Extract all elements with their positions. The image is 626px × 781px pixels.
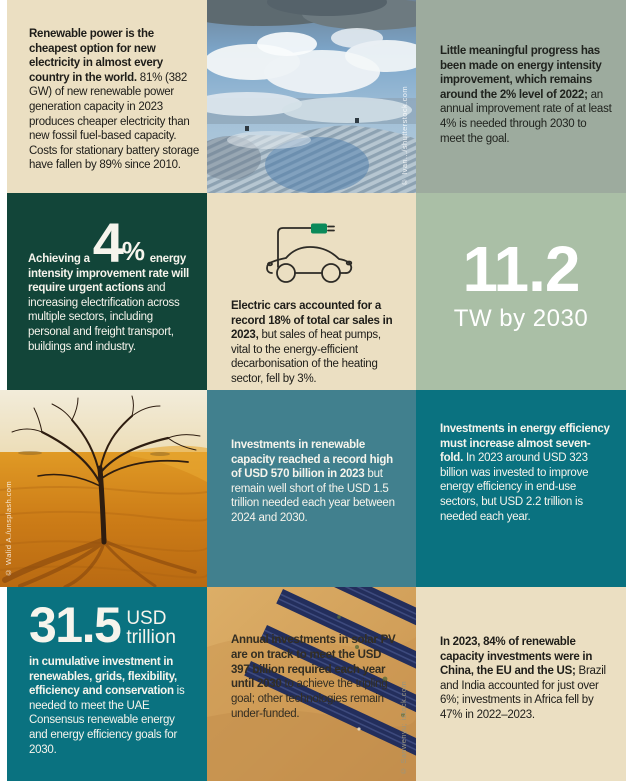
efficiency-investment-text	[416, 390, 626, 524]
cumulative-unit	[126, 609, 176, 648]
four-percent-body: and increasing electrification across multiple sectors, including personal and freight transport, buildings and industry.	[28, 282, 180, 353]
big-number-4: 4	[92, 211, 122, 274]
solar-sky-illustration	[207, 0, 416, 193]
solar-pv-investment-lead: Annual investments in solar PV are on track to meet the USD 397 billion required each year until 2030	[231, 634, 396, 691]
photo-desert-tree	[0, 390, 207, 587]
photo-credit: © Sanwenyu; istock.com	[399, 680, 408, 775]
card-tw-target	[416, 193, 626, 390]
photo-solar-panels-sky	[207, 0, 416, 193]
card-cumulative-investment	[0, 587, 207, 781]
regional-investment-lead: In 2023, 84% of renewable capacity investments were in China, the EU and the US;	[440, 636, 593, 678]
solar-pv-investment-body: to achieve the tripling goal; other technologies remain under-funded.	[231, 678, 388, 720]
photo-credit: © Ivan.../shutterstock.com	[400, 86, 409, 187]
photo-solar-pv-desert	[207, 587, 416, 781]
electric-cars-body: but sales of heat pumps, vital to the energy-efficient decarbonisation of the heating sector, fell by 3%.	[231, 329, 381, 385]
efficiency-investment-body: In 2023 around USD 323 billion was invested to improve energy efficiency in end-use sectors, but USD 2.2 trillion is needed each year.	[440, 452, 589, 523]
electric-cars-lead: Electric cars accounted for a record 18% of total car sales in 2023,	[231, 300, 393, 342]
cumulative-investment-text	[7, 648, 207, 757]
cumulative-investment-lead: in cumulative investment in renewables, grids, flexibility, efficiency and conservation	[29, 656, 177, 698]
electric-car-icon	[259, 217, 363, 285]
renewable-power-body: 81% (382 GW) of new renewable power generation capacity in 2023 produces cheaper electricity than new fossil fuel-based capacity. Costs for stationary battery storage have fallen by 89% since 2010.	[29, 71, 199, 172]
card-efficiency-investment	[416, 390, 626, 587]
renewable-capacity-lead: Investments in renewable capacity reached a record high of USD 570 billion in 2023	[231, 439, 393, 481]
tw-target-value: 11.2	[462, 233, 580, 305]
regional-investment-body: Brazil and India accounted for just over 6%; investments in Africa fell by 47% in 2022–2023.	[440, 665, 606, 721]
four-percent-text	[7, 193, 207, 354]
energy-intensity-text	[416, 0, 626, 146]
desert-tree-illustration	[0, 390, 207, 587]
card-renewable-power	[0, 0, 207, 193]
plug-icon	[311, 224, 327, 234]
renewable-power-lead: Renewable power is the cheapest option for new electricity in almost every country in the world.	[29, 28, 163, 84]
energy-intensity-lead: Little meaningful progress has been made on energy intensity improvement, which remains around the 2% level of 2022;	[440, 45, 602, 101]
card-regional-investment	[416, 587, 626, 781]
card-energy-intensity	[416, 0, 626, 193]
card-electric-cars	[207, 193, 416, 390]
cumulative-stat	[7, 587, 207, 653]
renewable-power-text	[7, 0, 207, 173]
unit-bottom: trillion	[126, 627, 176, 648]
tw-target-label: TW by 2030	[453, 305, 589, 332]
electric-car-icon-svg	[259, 217, 363, 285]
cumulative-investment-body: is needed to meet the UAE Consensus renewable energy and energy efficiency goals for 2030.	[29, 685, 185, 756]
four-percent-prefix: Achieving a	[28, 253, 90, 265]
card-renewable-capacity-investment	[207, 390, 416, 587]
card-four-percent	[0, 193, 207, 390]
unit-top: USD	[126, 608, 167, 629]
percent-sign: %	[121, 236, 145, 266]
regional-investment-text	[416, 587, 626, 723]
renewable-capacity-body: but remain well short of the USD 1.5 trillion needed each year between 2024 and 2030.	[231, 468, 395, 524]
electric-cars-text	[207, 285, 416, 387]
four-percent-lead: energy intensity improvement rate will require urgent actions	[28, 253, 189, 295]
cumulative-value: 31.5	[29, 597, 121, 653]
efficiency-investment-lead: Investments in energy efficiency must increase almost seven-fold.	[440, 423, 610, 465]
renewable-capacity-text	[207, 390, 416, 526]
photo-credit: © Walid A./unsplash.com	[4, 481, 13, 577]
energy-intensity-body: an annual improvement rate of at least 4% is needed through 2030 to meet the goal.	[440, 88, 612, 145]
solar-pv-investment-text	[231, 633, 399, 722]
